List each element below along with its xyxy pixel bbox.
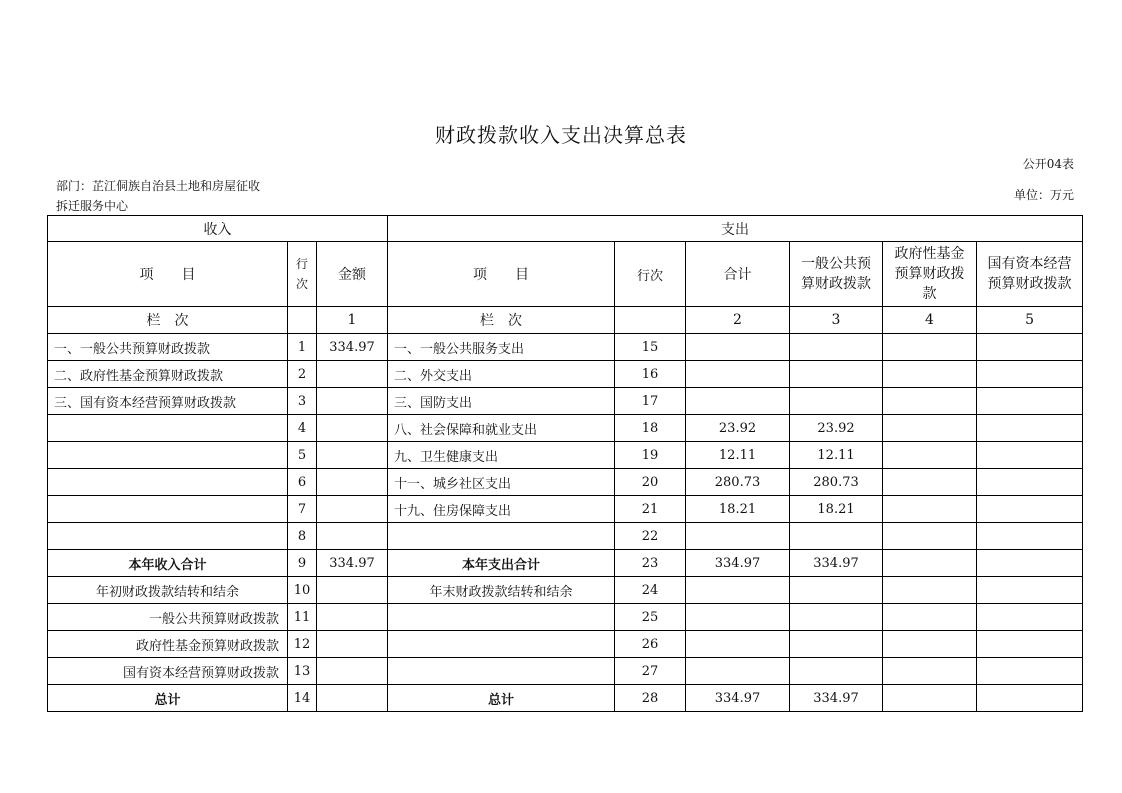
income-row-no: 6 [288,469,317,496]
expense-row-no: 25 [615,604,686,631]
fund-value [883,388,977,415]
state-capital-value [977,604,1083,631]
expense-item: 八、社会保障和就业支出 [388,415,615,442]
expense-column-label: 栏 次 [388,307,615,334]
general-budget-header: 一般公共预算财政拨款 [790,242,883,307]
income-row-no: 13 [288,658,317,685]
general-value: 23.92 [790,415,883,442]
expense-row-no: 23 [615,550,686,577]
income-row-no: 1 [288,334,317,361]
total-value [686,604,790,631]
general-value: 334.97 [790,685,883,712]
expense-item: 年末财政拨款结转和结余 [388,577,615,604]
total-value [686,577,790,604]
table-row-income-expense-subtotal [48,550,1083,577]
fund-value [883,523,977,550]
empty-cell [288,307,317,334]
fund-value [883,550,977,577]
total-value [686,334,790,361]
department-label [56,176,260,216]
state-capital-value [977,361,1083,388]
income-row-no: 8 [288,523,317,550]
fund-value [883,604,977,631]
expense-row-no: 21 [615,496,686,523]
column-number-5: 5 [977,307,1083,334]
income-row-no: 4 [288,415,317,442]
expense-row-no-header: 行次 [615,242,686,307]
total-value [686,388,790,415]
table-row [48,577,1083,604]
table-row [48,334,1083,361]
expense-grand-total-label: 总计 [388,685,615,712]
state-capital-value [977,334,1083,361]
total-value: 334.97 [686,550,790,577]
income-item: 二、政府性基金预算财政拨款 [48,361,288,388]
income-amount [317,469,388,496]
expense-row-no: 20 [615,469,686,496]
income-amount [317,685,388,712]
income-row-no: 7 [288,496,317,523]
income-row-no: 5 [288,442,317,469]
general-value [790,523,883,550]
income-row-no: 3 [288,388,317,415]
expense-item: 九、卫生健康支出 [388,442,615,469]
income-amount [317,442,388,469]
general-value [790,388,883,415]
general-value [790,631,883,658]
state-capital-value [977,496,1083,523]
department-line-2: 拆迁服务中心 [56,199,129,213]
income-amount: 334.97 [317,334,388,361]
income-row-no: 11 [288,604,317,631]
department-line-1: 部门：芷江侗族自治县土地和房屋征收 [56,179,261,193]
expense-row-no: 22 [615,523,686,550]
expense-row-no: 15 [615,334,686,361]
total-value: 334.97 [686,685,790,712]
row-no-header-line-1: 行 [295,257,308,271]
expense-item [388,604,615,631]
income-amount [317,361,388,388]
income-row-no: 2 [288,361,317,388]
income-amount: 334.97 [317,550,388,577]
income-item: 一般公共预算财政拨款 [48,604,288,631]
state-capital-value [977,523,1083,550]
expense-item [388,631,615,658]
expense-row-no: 18 [615,415,686,442]
total-header: 合计 [686,242,790,307]
table-row [48,361,1083,388]
general-value: 18.21 [790,496,883,523]
table-row [48,523,1083,550]
total-value: 18.21 [686,496,790,523]
fund-value [883,415,977,442]
fund-value [883,334,977,361]
expense-section-header: 支出 [388,216,1083,242]
expense-item [388,523,615,550]
expense-row-no: 17 [615,388,686,415]
income-item-header: 项 目 [48,242,288,307]
fund-value [883,469,977,496]
table-row [48,631,1083,658]
total-value [686,361,790,388]
income-amount [317,496,388,523]
income-item [48,523,288,550]
general-value: 334.97 [790,550,883,577]
income-amount [317,658,388,685]
amount-header: 金额 [317,242,388,307]
income-item: 年初财政拨款结转和结余 [48,577,288,604]
income-amount [317,388,388,415]
income-item: 一、一般公共预算财政拨款 [48,334,288,361]
table-row [48,469,1083,496]
total-value: 23.92 [686,415,790,442]
expense-row-no: 26 [615,631,686,658]
expense-row-no: 27 [615,658,686,685]
income-item: 三、国有资本经营预算财政拨款 [48,388,288,415]
income-section-header: 收入 [48,216,388,242]
table-row [48,388,1083,415]
expense-item-header: 项 目 [388,242,615,307]
table-row [48,496,1083,523]
income-row-no: 14 [288,685,317,712]
income-item: 政府性基金预算财政拨款 [48,631,288,658]
unit-label: 单位：万元 [1013,188,1074,202]
total-value [686,523,790,550]
general-value: 12.11 [790,442,883,469]
column-number-1: 1 [317,307,388,334]
fund-value [883,658,977,685]
state-capital-header: 国有资本经营预算财政拨款 [977,242,1083,307]
income-amount [317,523,388,550]
expense-item: 十一、城乡社区支出 [388,469,615,496]
column-number-2: 2 [686,307,790,334]
expense-item: 二、外交支出 [388,361,615,388]
general-value [790,577,883,604]
fund-value [883,577,977,604]
fund-value [883,361,977,388]
table-row [48,442,1083,469]
general-value: 280.73 [790,469,883,496]
general-value [790,604,883,631]
expense-item: 一、一般公共服务支出 [388,334,615,361]
table-row [48,604,1083,631]
state-capital-value [977,469,1083,496]
total-value [686,631,790,658]
empty-cell [615,307,686,334]
income-row-no-header [288,242,317,307]
total-value: 280.73 [686,469,790,496]
state-capital-value [977,388,1083,415]
income-row-no: 9 [288,550,317,577]
expense-row-no: 19 [615,442,686,469]
budget-table [47,215,1083,712]
income-item [48,496,288,523]
total-value [686,658,790,685]
income-amount [317,577,388,604]
income-item: 国有资本经营预算财政拨款 [48,658,288,685]
income-amount [317,631,388,658]
income-subtotal-label: 本年收入合计 [48,550,288,577]
income-grand-total-label: 总计 [48,685,288,712]
income-item [48,442,288,469]
column-number-3: 3 [790,307,883,334]
expense-row-no: 16 [615,361,686,388]
fund-value [883,685,977,712]
general-value [790,361,883,388]
state-capital-value [977,550,1083,577]
row-no-header-line-2: 次 [295,277,308,291]
table-row [48,658,1083,685]
state-capital-value [977,442,1083,469]
page-title: 财政拨款收入支出决算总表 [435,123,687,147]
income-row-no: 12 [288,631,317,658]
fund-budget-header: 政府性基金预算财政拨款 [883,242,977,307]
income-item [48,469,288,496]
fund-value [883,631,977,658]
income-amount [317,415,388,442]
expense-item: 十九、住房保障支出 [388,496,615,523]
fund-value [883,496,977,523]
state-capital-value [977,658,1083,685]
table-row [48,415,1083,442]
total-value: 12.11 [686,442,790,469]
table-row-grand-total [48,685,1083,712]
expense-item: 三、国防支出 [388,388,615,415]
general-value [790,334,883,361]
state-capital-value [977,415,1083,442]
column-number-4: 4 [883,307,977,334]
general-value [790,658,883,685]
income-amount [317,604,388,631]
state-capital-value [977,685,1083,712]
expense-row-no: 28 [615,685,686,712]
state-capital-value [977,577,1083,604]
form-number: 公开04表 [1022,157,1074,171]
income-row-no: 10 [288,577,317,604]
expense-row-no: 24 [615,577,686,604]
expense-subtotal-label: 本年支出合计 [388,550,615,577]
income-column-label: 栏 次 [48,307,288,334]
income-item [48,415,288,442]
fund-value [883,442,977,469]
state-capital-value [977,631,1083,658]
expense-item [388,658,615,685]
